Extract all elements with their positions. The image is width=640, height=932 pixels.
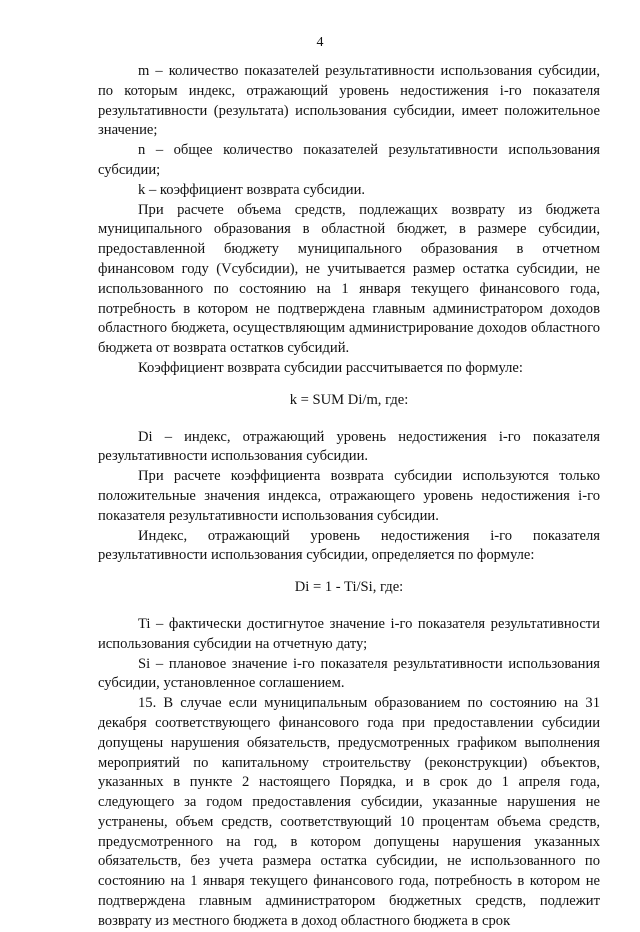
document-body	[98, 62, 600, 932]
paragraph-definition-n: n – общее количество показателей результативности использования субсидии;	[98, 142, 600, 178]
formula-k: k = SUM Di/m, где:	[289, 391, 409, 408]
paragraph-positive-values: При расчете коэффициента возврата субсидии используются только положительные значения индекса, отражающего уровень недостижения i-го показателя результативности использования субсидии.	[98, 468, 600, 524]
paragraph-definition-k: k – коэффициент возврата субсидии.	[138, 181, 366, 198]
paragraph-definition-di: Di – индекс, отражающий уровень недостижения i-го показателя результативности использования субсидии.	[98, 428, 600, 465]
paragraph-definition-m: m – количество показателей результативности использования субсидии, по которым индекс, отражающий уровень недостижения i-го показателя результативности (результата) использования субсидии, имеет положительное значение;	[98, 63, 600, 139]
paragraph-section-15: 15. В случае если муниципальным образованием по состоянию на 31 декабря соответствующего финансового года при предоставлении субсидии допущены нарушения обязательств, предусмотренных графиком выполнения мероприятий по капитальному строительству (реконструкции) объектов, указанных в пункте 2 настоящего Порядка, и в срок до 1 апреля года, следующего за годом предоставления субсидии, указанные нарушения не устранены, объем средств, соответствующий 10 процентам объема средств, предусмотренного на год, в котором допущены нарушения указанных обязательств, без учета размера остатка субсидии, не использованного по состоянию на 1 января текущего финансового года, потребность в котором не подтверждена главным администратором бюджетных средств, подлежит возврату из местного бюджета в доход областного бюджета в срок	[98, 695, 600, 929]
formula-di: Di = 1 - Ti/Si, где:	[294, 579, 404, 596]
paragraph-refund-calculation: При расчете объема средств, подлежащих возврату из бюджета муниципального образования в областной бюджет, в размере субсидии, предоставленной бюджету муниципального образования в отчетном финансовом году (Vсубсидии), не учитывается размер остатка субсидии, не использованного по состоянию на 1 января текущего финансового года, потребность в котором не подтверждена главным администратором доходов областного бюджета, осуществляющим администрирование доходов областного бюджета от возврата остатков субсидий.	[98, 201, 600, 357]
paragraph-coefficient-intro: Коэффициент возврата субсидии рассчитывается по формуле:	[138, 359, 523, 376]
paragraph-index-intro: Индекс, отражающий уровень недостижения i-го показателя результативности использования субсидии, определяется по формуле:	[98, 527, 600, 564]
page-number: 4	[316, 35, 324, 50]
paragraph-definition-ti: Ti – фактически достигнутое значение i-го показателя результативности использования субсидии на отчетную дату;	[98, 615, 600, 652]
paragraph-definition-si: Si – плановое значение i-го показателя результативности использования субсидии, установленное соглашением.	[98, 655, 600, 692]
